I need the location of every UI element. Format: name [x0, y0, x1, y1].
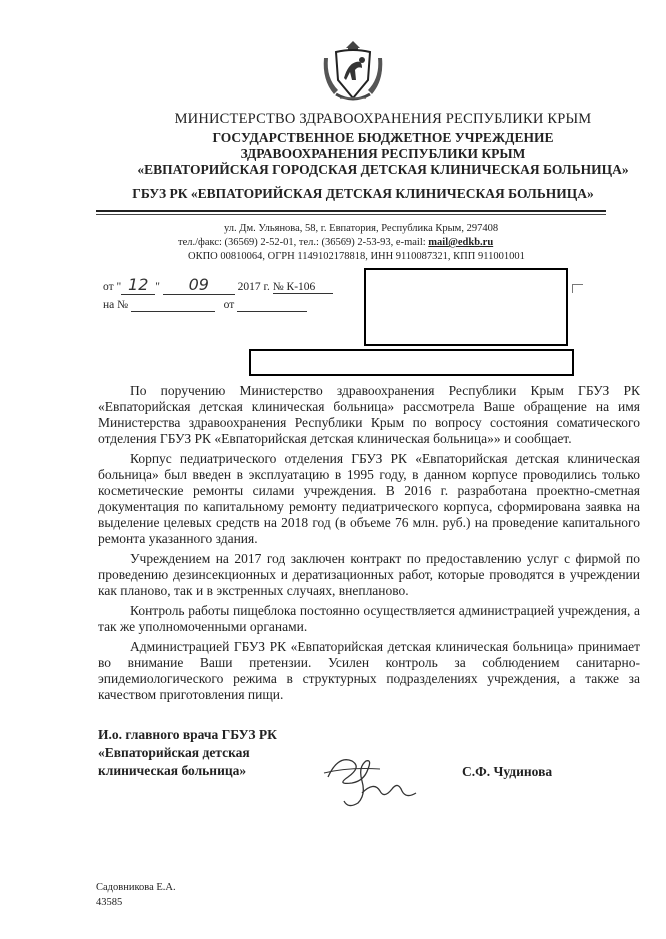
contact-phones [178, 237, 493, 248]
body-paragraph-1: По поручению Министерство здравоохранения Республики Крым ГБУЗ РК «Евпаторийская детская клиническая больница» рассмотрела Ваше обращение на имя Министерства здравоохранения Республики Крым по вопросу состояния соматического отделения ГБУЗ РК «Евпаторийская детская клиническая больница»» и сообщает. [98, 383, 640, 446]
organization-name-line-3: «ЕВПАТОРИЙСКАЯ ГОРОДСКАЯ ДЕТСКАЯ КЛИНИЧЕСКАЯ БОЛЬНИЦА» [137, 162, 629, 177]
body-paragraph-3: Учреждением на 2017 год заключен контракт по предоставлению услуг с фирмой по проведению дезинсекционных и дератизационных работ, которые проводятся в учреждении как планово, так и в экстренных случаях, внепланово. [98, 551, 640, 598]
handwritten-month: 09 [163, 275, 235, 295]
reply-to-date-label: от [223, 299, 235, 311]
handwritten-signature [318, 747, 430, 813]
signatory-title [98, 726, 277, 780]
outgoing-number: № К-106 [273, 281, 333, 294]
contact-registry-codes: ОКПО 00810064, ОГРН 1149102178818, ИНН 9110087321, КПП 911001001 [188, 251, 525, 262]
executor-name: Садовникова Е.А. [96, 882, 176, 893]
organization-name-line-1: ГОСУДАРСТВЕННОЕ БЮДЖЕТНОЕ УЧРЕЖДЕНИЕ [212, 130, 554, 145]
from-label: от [103, 281, 114, 293]
handwritten-day: 12 [121, 275, 155, 295]
crimea-coat-of-arms-icon [322, 38, 384, 104]
body-paragraph-2: Корпус педиатрического отделения ГБУЗ РК «Евпаторийская детская клиническая больница» был введен в эксплуатацию в 1995 году, в данном корпусе проводились только косметические ремонты силами учреждения. В 2016 г. разработана проектно-сметная документация по капитальному ремонту педиатрического корпуса, сформирована заявка на выделение целевых средств на 2018 год (в объеме 76 млн. руб.) на проведение капитального ремонта указанного здания. [98, 451, 640, 546]
redacted-addressee-block [364, 268, 568, 346]
email-link[interactable]: mail@edkb.ru [428, 237, 494, 248]
incoming-reference [103, 299, 307, 312]
year-label: 2017 г. [237, 281, 270, 293]
organization-name-line-2: ЗДРАВООХРАНЕНИЯ РЕСПУБЛИКИ КРЫМ [240, 146, 526, 161]
letterhead-divider [96, 210, 606, 212]
signatory-title-line-3: клиническая больница» [98, 763, 247, 778]
body-paragraph-4: Контроль работы пищеблока постоянно осуществляется администрацией учреждения, а так же уполномоченными органами. [98, 603, 640, 634]
organization-short-name: ГБУЗ РК «ЕВПАТОРИЙСКАЯ ДЕТСКАЯ КЛИНИЧЕСКАЯ БОЛЬНИЦА» [132, 186, 594, 201]
ministry-name: МИНИСТЕРСТВО ЗДРАВООХРАНЕНИЯ РЕСПУБЛИКИ КРЫМ [174, 111, 592, 127]
letterhead-divider-thin [96, 214, 606, 215]
signatory-title-line-2: «Евпаторийская детская [98, 745, 250, 760]
reply-to-number-label: на № [103, 299, 129, 311]
signatory-title-line-1: И.о. главного врача ГБУЗ РК [98, 727, 277, 742]
letter-body [98, 383, 640, 707]
executor-phone: 43585 [96, 897, 123, 908]
contact-address: ул. Дм. Ульянова, 58, г. Евпатория, Республика Крым, 297408 [224, 223, 499, 234]
outgoing-reference: от " 12 " 09 2017 г. № К-106 [103, 275, 333, 295]
signatory-name: С.Ф. Чудинова [462, 764, 553, 779]
phones-text: тел./факс: (36569) 2-52-01, тел.: (36569) 2-53-93, e-mail: [178, 237, 429, 248]
redacted-addressee-line [249, 349, 574, 376]
addressee-corner-mark [572, 284, 583, 293]
body-paragraph-5: Администрацией ГБУЗ РК «Евпаторийская детская клиническая больница» принимает во внимание Ваши претензии. Усилен контроль за соблюдением санитарно-эпидемиологического режима в структурных подразделениях учреждения, а также за качеством приготовления пищи. [98, 639, 640, 702]
executor-info [96, 880, 176, 910]
